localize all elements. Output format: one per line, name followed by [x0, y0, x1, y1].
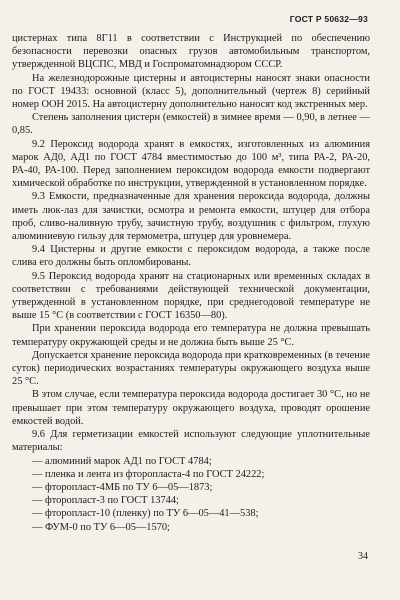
paragraph-9-6: 9.6 Для герметизации емкостей используют следующие уплотнительные материалы:: [12, 429, 370, 454]
list-item: — алюминий марок АД1 по ГОСТ 4784;: [32, 455, 212, 467]
paragraph-storage-temperature: При хранении пероксида водорода его температура не должна превышать температуру окружающей среды и не должна быть выше 25 °С.: [12, 323, 370, 348]
paragraph-fill-degree: Степень заполнения цистерн (емкостей) в зимнее время — 0,90, в летнее — 0,85.: [12, 112, 370, 137]
paragraph-9-2: 9.2 Пероксид водорода хранят в емкостях, изготовленных из алюминия марок АД0, АД1 по ГОСТ 4784 вместимостью до 100 м³, типа РА-2, РА-20, РА-40, РА-100. Перед заполнением пероксидом водорода емкости подвергают химической обработке по инструкции, утвержденной в установленном порядке.: [12, 138, 370, 190]
list-item: — ФУМ-0 по ТУ 6—05—1570;: [32, 521, 170, 533]
document-body: [12, 32, 370, 534]
list-item: — фторопласт-4МБ по ТУ 6—05—1873;: [32, 481, 213, 493]
paragraph-short-term-storage: Допускается хранение пероксида водорода при кратковременных (в течение суток) периодических возрастаниях температуры окружающего воздуха выше 25 °С.: [12, 349, 370, 388]
sealing-materials-list: [12, 455, 370, 534]
list-item: — фторопласт-3 по ГОСТ 13744;: [32, 495, 179, 507]
standard-header: ГОСТ Р 50632—93: [289, 14, 368, 24]
list-item: — фторопласт-10 (пленку) по ТУ 6—05—41—538;: [32, 508, 259, 520]
paragraph-continuation: цистернах типа 8Г11 в соответствии с Инструкцией по обеспечению безопасности перевозки опасных грузов автомобильным транспортом, утвержденной ВЦСПС, МВД и Госпроматомнадзором СССР.: [12, 33, 370, 71]
paragraph-9-3: 9.3 Емкости, предназначенные для хранения пероксида водорода, должны иметь люк-лаз для зачистки, осмотра и ремонта емкости, штуцер для отбора проб, сливо-наливную трубу, зачистную трубу, воздушник с фильтром, глухую алюминиевую гильзу для термометра, штуцер для уровнемера.: [12, 191, 370, 243]
page-number: 34: [358, 551, 368, 562]
paragraph-hazard-signs: На железнодорожные цистерны и автоцистерны наносят знаки опасности по ГОСТ 19433: основной (класс 5), дополнительный (чертеж 8) серийный номер ООН 2015. На автоцистерну дополнительно наносят код экстренных мер.: [12, 72, 370, 111]
paragraph-9-4: 9.4 Цистерны и другие емкости с пероксидом водорода, а также после слива его должны быть опломбированы.: [12, 244, 370, 269]
paragraph-9-5: 9.5 Пероксид водорода хранят на стационарных или временных складах в соответствии с требованиями действующей технической документации, утвержденной в установленном порядке, при среднегодовой температуре не выше 15 °С (в соответствии с ГОСТ 16350—80).: [12, 270, 370, 322]
paragraph-water-cooling: В этом случае, если температура пероксида водорода достигает 30 °С, но не превышает при этом температуру окружающего воздуха, проводят орошение емкостей водой.: [12, 389, 370, 427]
list-item: — пленка и лента из фторопласта-4 по ГОСТ 24222;: [32, 468, 265, 480]
